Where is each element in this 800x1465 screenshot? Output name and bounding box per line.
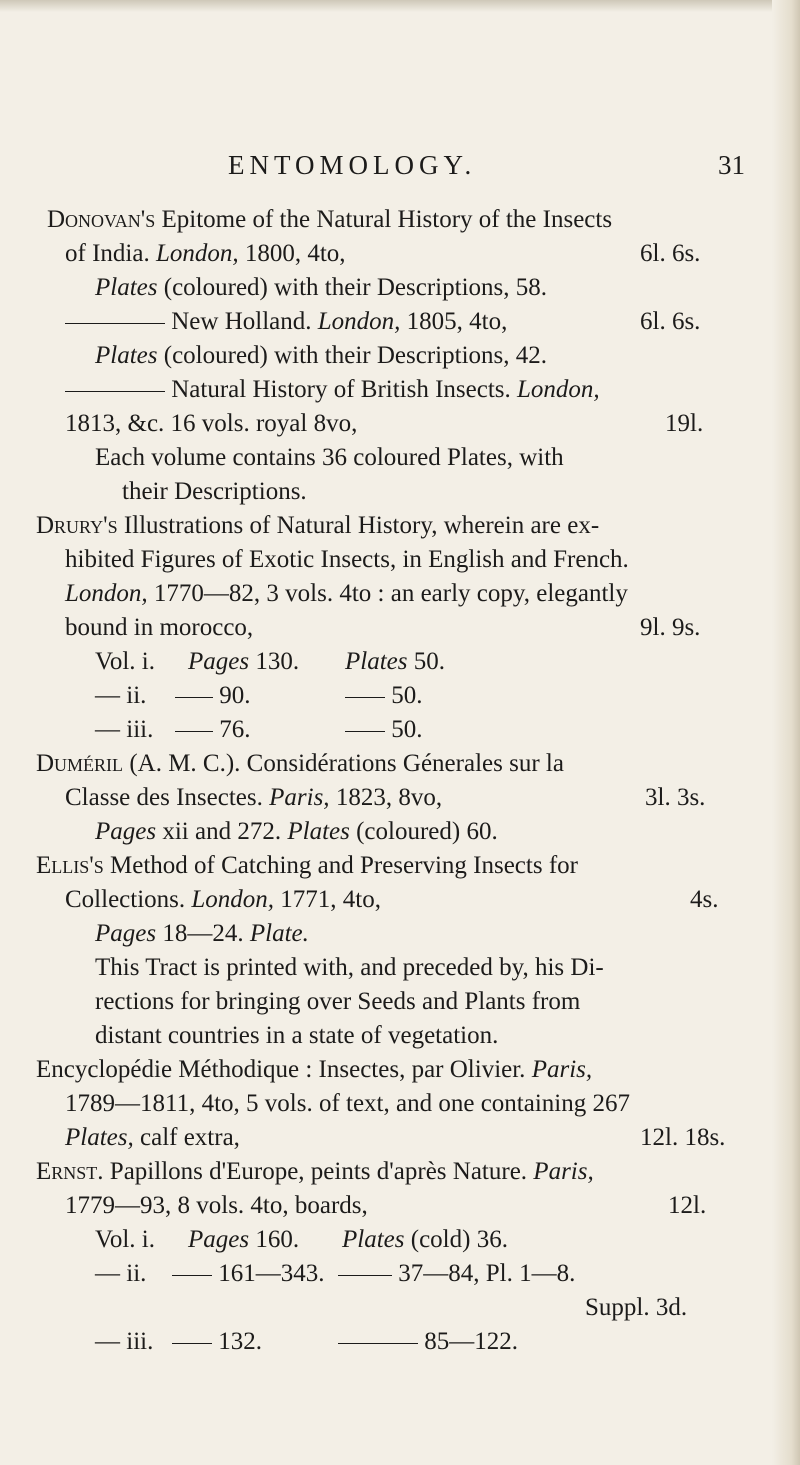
ditto-rule bbox=[175, 697, 213, 699]
entry-imprint: 1800, 4to, bbox=[244, 240, 346, 267]
volume-plates bbox=[338, 1327, 518, 1357]
entry-title: Natural History of British Insects. bbox=[171, 376, 511, 403]
entry-place: London, bbox=[517, 376, 600, 403]
entry-ellis-line-1 bbox=[36, 851, 578, 881]
volume-vol: Vol. i. bbox=[95, 1226, 155, 1253]
entry-author: Donovan's bbox=[47, 206, 156, 233]
entry-donovan-line-1 bbox=[47, 205, 612, 235]
entry-price: 19l. bbox=[665, 410, 704, 437]
entry-imprint: 1823, 8vo, bbox=[335, 784, 443, 811]
ditto-rule bbox=[172, 1275, 212, 1277]
plates-value: 37—84, Pl. 1—8. bbox=[398, 1260, 576, 1287]
entry-note-line: distant countries in a state of vegetation. bbox=[95, 1022, 499, 1049]
entry-binding: calf extra, bbox=[140, 1124, 240, 1151]
plates-label: Plates bbox=[287, 818, 350, 845]
ditto-rule bbox=[338, 1275, 392, 1277]
plate-label: Plate. bbox=[249, 920, 309, 947]
plates-label: Plates bbox=[345, 648, 408, 675]
pages-label: Pages bbox=[188, 648, 250, 675]
entry-note-line: This Tract is printed with, and preceded by, his Di- bbox=[95, 954, 604, 981]
entry-author: Drury's bbox=[36, 512, 118, 539]
entry-new-holland-line bbox=[65, 307, 507, 337]
pages-label: Pages bbox=[188, 1226, 250, 1253]
plates-value: 50. bbox=[413, 648, 445, 675]
entry-author: Ernst. bbox=[36, 1158, 104, 1185]
entry-title: Encyclopédie Méthodique : Insectes, par Olivier. bbox=[36, 1056, 526, 1083]
volume-pages bbox=[175, 681, 251, 711]
plates-label: Plates bbox=[342, 1226, 405, 1253]
entry-price: 12l. 18s. bbox=[640, 1124, 726, 1151]
ditto-rule bbox=[175, 731, 213, 733]
entry-title-cont: Collections. bbox=[65, 886, 186, 913]
running-head-title: ENTOMOLOGY. bbox=[228, 150, 477, 180]
plates-value: 85—122. bbox=[424, 1328, 518, 1355]
entry-drury-line-1 bbox=[36, 511, 599, 541]
ditto-rule bbox=[65, 323, 165, 325]
ditto-rule bbox=[65, 391, 165, 393]
page-top-shadow bbox=[0, 0, 800, 12]
volume-pages bbox=[188, 647, 299, 677]
entry-ernst-line-1 bbox=[36, 1157, 594, 1187]
pages-value: 160. bbox=[255, 1226, 300, 1253]
pages-value: 132. bbox=[218, 1328, 262, 1355]
page-number: 31 bbox=[718, 150, 745, 180]
ditto-rule bbox=[172, 1343, 212, 1345]
plates-detail: (coloured) with their Descriptions, 58. bbox=[163, 274, 547, 301]
pages-value: xii and 272. bbox=[162, 818, 282, 845]
entry-place: London, bbox=[317, 308, 401, 335]
entry-dumeril-line-1 bbox=[36, 749, 564, 779]
entry-note-line: rections for bringing over Seeds and Plants from bbox=[95, 988, 581, 1015]
entry-note-line: Each volume contains 36 coloured Plates, with bbox=[95, 444, 564, 471]
entry-note-line: their Descriptions. bbox=[122, 478, 307, 505]
ditto-rule bbox=[345, 731, 385, 733]
entry-author: Ellis's bbox=[36, 852, 104, 879]
entry-ellis-line-2 bbox=[65, 885, 381, 915]
entry-encyclopedie-line-3 bbox=[65, 1123, 240, 1153]
pages-value: 130. bbox=[255, 648, 300, 675]
entry-place: London, bbox=[155, 240, 239, 267]
volume-pages bbox=[172, 1327, 262, 1357]
entry-plates-line bbox=[95, 273, 547, 303]
entry-encyclopedie-line-1 bbox=[36, 1055, 592, 1085]
entry-imprint: 1813, &c. 16 vols. royal 8vo, bbox=[65, 410, 358, 437]
entry-british-insects-line bbox=[65, 375, 600, 405]
entry-price: 6l. 6s. bbox=[640, 308, 701, 335]
pages-label: Pages bbox=[95, 920, 157, 947]
plates-label: Plates, bbox=[65, 1124, 134, 1151]
volume-vol: — iii. bbox=[95, 716, 154, 743]
entry-encyclopedie-line-2: 1789—1811, 4to, 5 vols. of text, and one containing 267 bbox=[65, 1090, 630, 1117]
plates-label: Plates bbox=[95, 274, 158, 301]
volume-vol: — ii. bbox=[95, 682, 147, 709]
volume-pages bbox=[172, 1259, 325, 1289]
volume-vol: — iii. bbox=[95, 1328, 154, 1355]
plates-value: (cold) 36. bbox=[410, 1226, 508, 1253]
entry-place: Paris, bbox=[531, 1056, 593, 1083]
entry-title: Epitome of the Natural History of the Insects bbox=[161, 206, 613, 233]
entry-donovan-line-2 bbox=[65, 239, 346, 269]
entry-ernst-line-2: 1779—93, 8 vols. 4to, boards, bbox=[65, 1192, 368, 1219]
plates-value: 50. bbox=[391, 716, 423, 743]
ditto-rule bbox=[345, 697, 385, 699]
entry-pages-line bbox=[95, 817, 498, 847]
entry-place: Paris, bbox=[533, 1158, 594, 1185]
entry-price: 12l. bbox=[668, 1192, 707, 1219]
running-head bbox=[0, 150, 800, 190]
entry-imprint: 1805, 4to, bbox=[406, 308, 508, 335]
entry-title: New Holland. bbox=[171, 308, 312, 335]
entry-price: 9l. 9s. bbox=[640, 614, 701, 641]
entry-place: Paris, bbox=[269, 784, 330, 811]
entry-drury-line-4: bound in morocco, bbox=[65, 614, 254, 641]
entry-price: 3l. 3s. bbox=[645, 784, 706, 811]
volume-supplement: Suppl. 3d. bbox=[585, 1294, 688, 1321]
entry-price: 6l. 6s. bbox=[640, 240, 701, 267]
entry-imprint-line bbox=[65, 409, 357, 439]
plates-detail: (coloured) with their Descriptions, 42. bbox=[163, 342, 547, 369]
entry-plates-line bbox=[95, 341, 547, 371]
entry-imprint: 1771, 4to, bbox=[280, 886, 381, 913]
entry-title: Illustrations of Natural History, wherein are ex- bbox=[123, 512, 600, 539]
page-edge-shadow bbox=[772, 0, 800, 1465]
volume-plates bbox=[345, 647, 445, 677]
pages-label: Pages bbox=[95, 818, 157, 845]
volume-vol: — ii. bbox=[95, 1260, 147, 1287]
entry-title: Method of Catching and Preserving Insects for bbox=[110, 852, 578, 879]
plates-label: Plates bbox=[95, 342, 158, 369]
volume-vol: Vol. i. bbox=[95, 648, 155, 675]
volume-plates bbox=[345, 681, 423, 711]
entry-imprint: 1770—82, 3 vols. 4to : an early copy, elegantly bbox=[153, 580, 628, 607]
entry-title: Papillons d'Europe, peints d'après Nature. bbox=[109, 1158, 528, 1185]
entry-title: (A. M. C.). Considérations Génerales sur la bbox=[129, 750, 564, 777]
pages-value: 90. bbox=[219, 682, 251, 709]
entry-pages-line bbox=[95, 919, 309, 949]
entry-place: London, bbox=[191, 886, 275, 913]
volume-plates bbox=[342, 1225, 508, 1255]
volume-pages bbox=[188, 1225, 299, 1255]
pages-value: 161—343. bbox=[218, 1260, 325, 1287]
entry-place: London, bbox=[65, 580, 148, 607]
entry-title-cont: of India. bbox=[65, 240, 150, 267]
volume-plates bbox=[338, 1259, 575, 1289]
entry-dumeril-line-2 bbox=[65, 783, 442, 813]
volume-pages bbox=[175, 715, 251, 745]
entry-drury-line-3 bbox=[65, 579, 628, 609]
plates-value: (coloured) 60. bbox=[356, 818, 498, 845]
volume-plates bbox=[345, 715, 423, 745]
ditto-rule bbox=[338, 1343, 418, 1345]
pages-value: 76. bbox=[219, 716, 251, 743]
entry-drury-line-2: hibited Figures of Exotic Insects, in English and French. bbox=[65, 546, 629, 573]
entry-author: Duméril bbox=[36, 750, 124, 777]
entry-title-cont: Classe des Insectes. bbox=[65, 784, 263, 811]
pages-value: 18—24. bbox=[162, 920, 244, 947]
plates-value: 50. bbox=[391, 682, 423, 709]
entry-price: 4s. bbox=[690, 886, 719, 913]
